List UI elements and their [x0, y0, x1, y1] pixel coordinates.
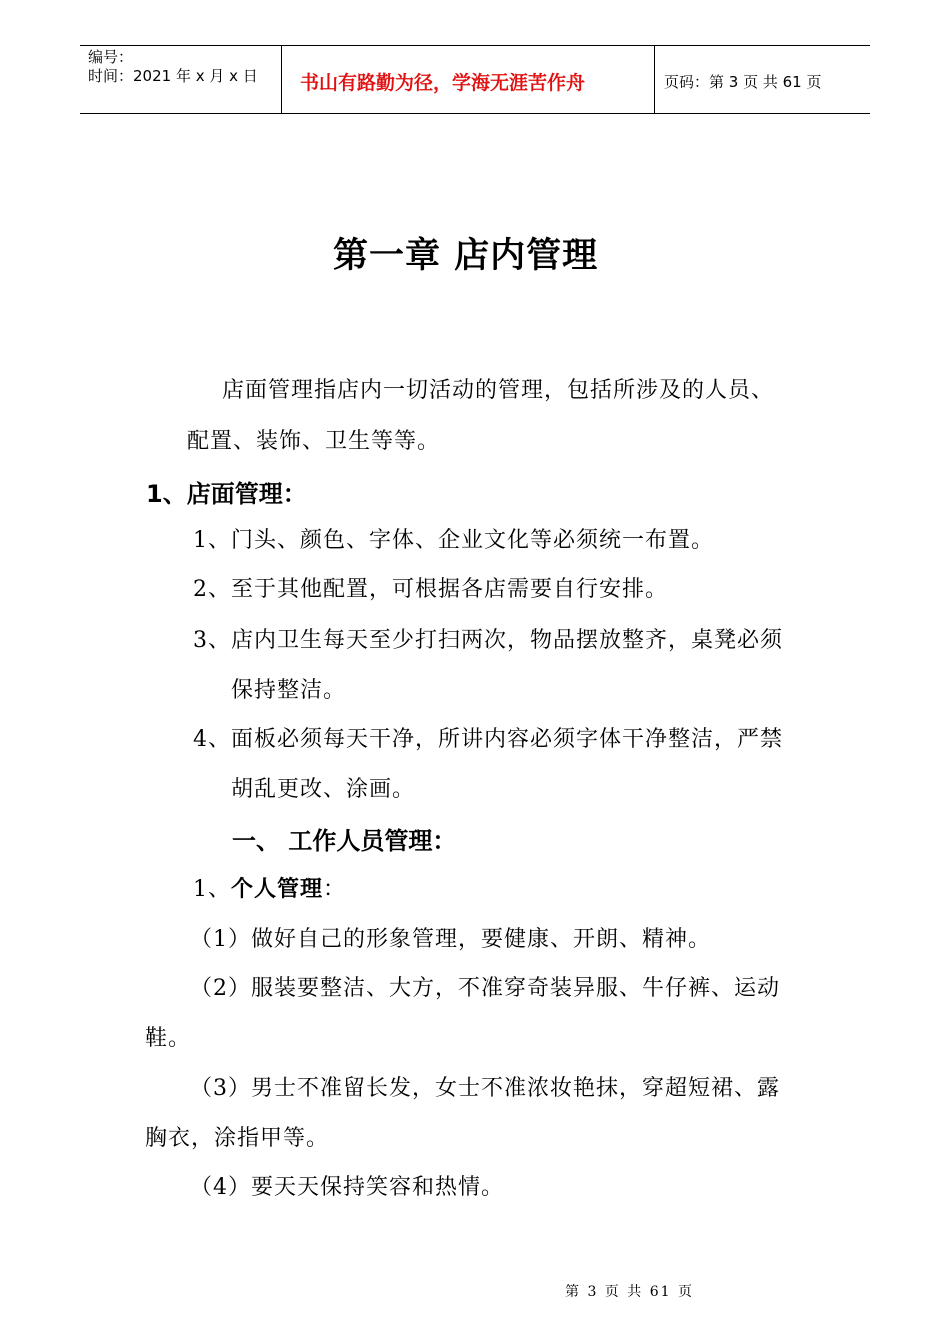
header-divider-left: [281, 45, 282, 113]
header-code-label: 编号：: [88, 48, 134, 66]
section1-item-2: 2、至于其他配置，可根据各店需要自行安排。: [193, 577, 668, 602]
header-page-info: 页码：第 3 页 共 61 页: [664, 73, 822, 91]
subheading-label: 个人管理: [231, 877, 324, 902]
header-divider-right: [654, 45, 655, 113]
section1-heading: 1、店面管理：: [146, 480, 307, 508]
section2-item-1: （1）做好自己的形象管理，要健康、开朗、精神。: [190, 927, 711, 952]
header-time-label: 时间：2021 年 x 月 x 日: [88, 67, 258, 85]
section2-subheading: [193, 872, 346, 903]
section1-item-1: 1、门头、颜色、字体、企业文化等必须统一布置。: [193, 528, 714, 553]
section2-item-3-cont: 胸衣，涂指甲等。: [145, 1126, 330, 1151]
subheading-colon: ：: [323, 877, 347, 902]
section2-item-2-cont: 鞋。: [145, 1026, 192, 1051]
intro-line-1: 店面管理指店内一切活动的管理，包括所涉及的人员、: [222, 378, 775, 403]
section1-item-4-cont: 胡乱更改、涂画。: [231, 777, 416, 802]
section1-item-3: 3、店内卫生每天至少打扫两次，物品摆放整齐，桌凳必须: [193, 628, 783, 653]
section2-item-3: （3）男士不准留长发，女士不准浓妆艳抹，穿超短裙、露: [190, 1076, 780, 1101]
section1-item-3-cont: 保持整洁。: [231, 678, 347, 703]
intro-line-2: 配置、装饰、卫生等等。: [187, 429, 441, 454]
section2-item-4: （4）要天天保持笑容和热情。: [190, 1175, 504, 1200]
header-bottom-rule: [80, 113, 870, 114]
section2-heading: 一、 工作人员管理：: [232, 827, 457, 855]
page-footer: 第 3 页 共 61 页: [565, 1284, 694, 1300]
header-top-rule: [80, 45, 870, 46]
section2-item-2: （2）服装要整洁、大方，不准穿奇装异服、牛仔裤、运动: [190, 976, 780, 1001]
header-motto: 书山有路勤为径，学海无涯苦作舟: [300, 72, 586, 94]
chapter-title: 第一章 店内管理: [333, 236, 599, 276]
section1-item-4: 4、面板必须每天干净，所讲内容必须字体干净整洁，严禁: [193, 727, 783, 752]
subheading-number: 1、: [193, 877, 231, 902]
